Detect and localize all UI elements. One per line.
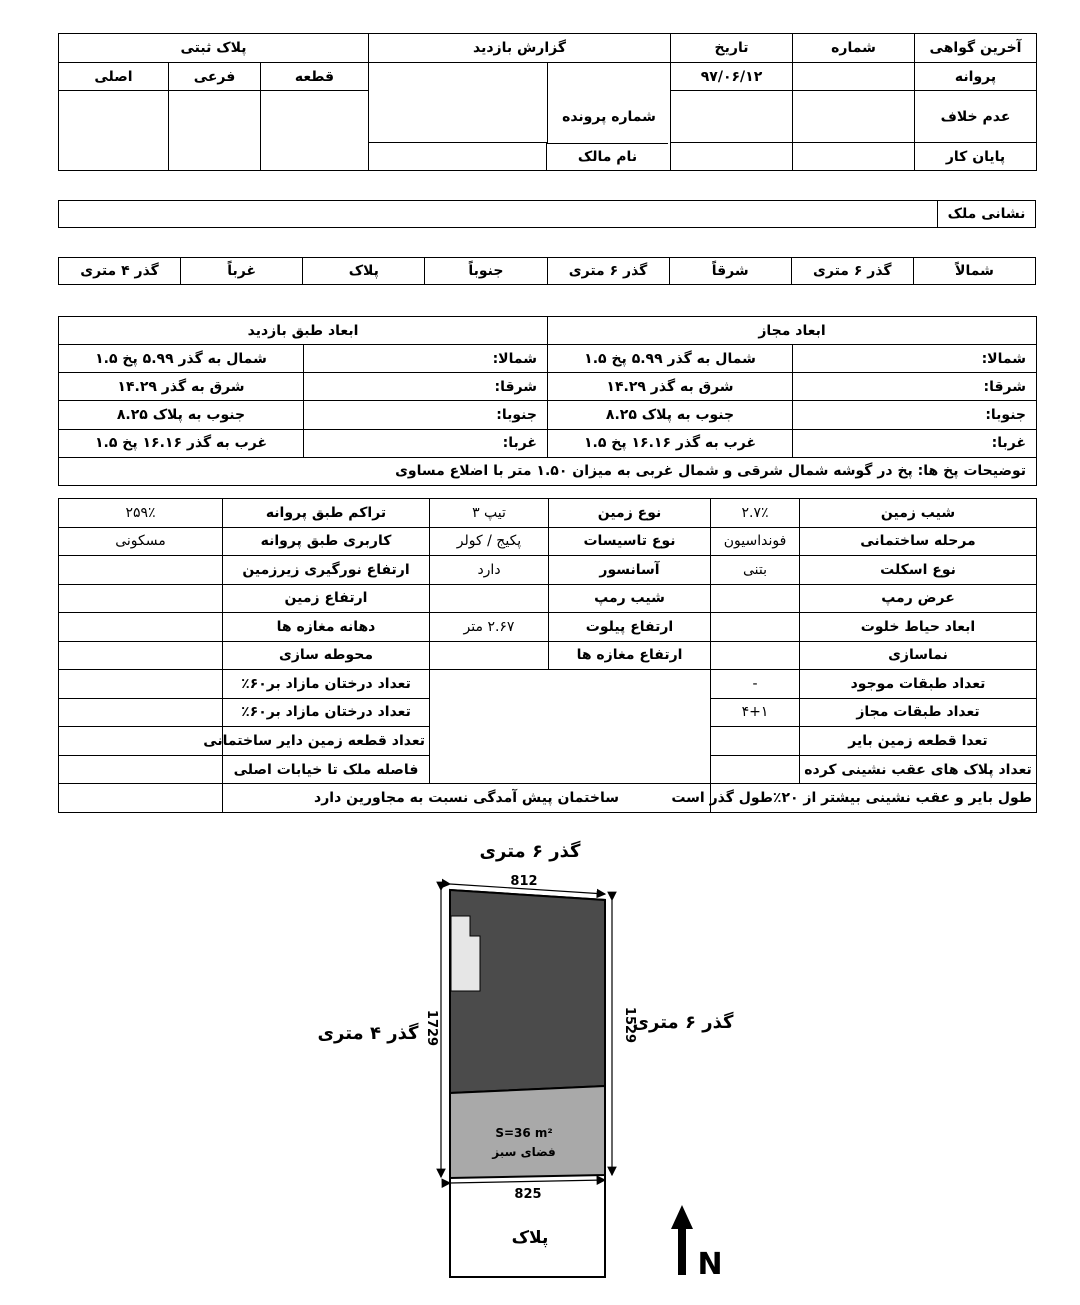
ramp-slope-value — [430, 584, 549, 613]
projection-value — [59, 784, 223, 813]
elevator-label: آسانسور — [549, 556, 711, 585]
land-type-value: تیپ ۳ — [430, 499, 549, 528]
site-plan — [310, 828, 750, 1298]
main-cell — [59, 91, 169, 171]
visit-south-value: جنوب به پلاک ۸.۲۵ — [59, 401, 304, 429]
no-violation-date-cell — [671, 91, 793, 143]
file-number-label: شماره پرونده — [548, 63, 671, 171]
right-street-label: گذر ۶ متری — [632, 1012, 734, 1033]
shop-height-label: ارتفاع مغازه ها — [549, 641, 711, 670]
piece-header: قطعه — [261, 63, 369, 91]
yard-dims-label: ابعاد حیاط خلوت — [800, 613, 1037, 642]
land-height-value — [59, 584, 223, 613]
top-dim-label: 812 — [510, 874, 538, 889]
dimensions-table — [58, 316, 1037, 486]
date-header: تاریخ — [671, 34, 793, 63]
distance-label: فاصله ملک تا خیابات اصلی — [223, 755, 430, 784]
shop-front-value — [59, 613, 223, 642]
visit-east-value: شرق به گذر ۱۴.۲۹ — [59, 373, 304, 401]
distance-value — [59, 755, 223, 784]
west-label: غرباً — [181, 258, 303, 285]
shop-front-label: دهانه مغازه ها — [223, 613, 430, 642]
facade-value — [711, 641, 800, 670]
land-height-label: ارتفاع زمین — [223, 584, 430, 613]
visit-north-label: شمالا: — [304, 345, 548, 373]
built-plots-value — [59, 727, 223, 756]
pilot-height-value: ۲.۶۷ متر — [430, 613, 549, 642]
left-dim-label: 1729 — [424, 1009, 439, 1047]
allowed-floors-label: تعداد طبقات مجاز — [800, 698, 1037, 727]
shop-height-value — [430, 641, 549, 670]
owner-name-label: نام مالک — [546, 143, 668, 170]
density-label: تراکم طبق پروانه — [223, 499, 430, 528]
projection-label: ساختمان پیش آمدگی نسبت به مجاورین دارد — [223, 784, 711, 813]
chamfer-note: توضیحات پخ ها: پخ در گوشه شمال شرقی و شمال غربی به میزان ۱.۵۰ متر با اضلاع مساوی — [59, 457, 1037, 485]
land-type-label: نوع زمین — [549, 499, 711, 528]
setback-plates-value — [711, 755, 800, 784]
land-slope-value: ۲.۷٪ — [711, 499, 800, 528]
elevator-value: دارد — [430, 556, 549, 585]
skeleton-label: نوع اسکلت — [800, 556, 1037, 585]
completion-number-cell — [793, 143, 915, 171]
vacant-plots-value — [711, 727, 800, 756]
specs-table — [58, 498, 1037, 813]
permit-number-cell — [793, 63, 915, 91]
right-dim-label: 1529 — [622, 1006, 637, 1044]
visit-dimensions-title: ابعاد طبق بازدید — [59, 317, 548, 345]
bottom-dim-label: 825 — [514, 1187, 542, 1202]
basement-light-label: ارتفاع نورگیری زیرزمین — [223, 556, 430, 585]
specs-empty-block — [430, 670, 711, 784]
pilot-height-label: ارتفاع پیلوت — [549, 613, 711, 642]
facade-label: نماسازی — [800, 641, 1037, 670]
ramp-width-label: عرض رمپ — [800, 584, 1037, 613]
skeleton-value: بتنی — [711, 556, 800, 585]
permit-label: پروانه — [915, 63, 1037, 91]
enclosure-value — [59, 641, 223, 670]
north-label: شمالاً — [913, 258, 1035, 285]
no-violation-number-cell — [793, 91, 915, 143]
registered-plate-header: پلاک ثبتی — [59, 34, 369, 63]
east-label: شرقاً — [669, 258, 791, 285]
visit-north-value: شمال به گذر ۵.۹۹ پخ ۱.۵ — [59, 345, 304, 373]
allowed-north-label: شمالا: — [793, 345, 1037, 373]
completion-label: پایان کار — [915, 143, 1037, 171]
trees2-value — [59, 698, 223, 727]
address-table — [58, 200, 1036, 228]
trees1-value — [59, 670, 223, 699]
basement-light-value — [59, 556, 223, 585]
piece-cell — [261, 91, 369, 171]
north-value: گذر ۶ متری — [791, 258, 913, 285]
allowed-east-label: شرقا: — [793, 373, 1037, 401]
address-label: نشانی ملک — [938, 201, 1036, 228]
vacant-plots-label: تعدا قطعه زمین بایر — [800, 727, 1037, 756]
no-violation-label: عدم خلاف — [915, 91, 1037, 143]
enclosure-label: محوطه سازی — [223, 641, 430, 670]
sub-cell — [169, 91, 261, 171]
allowed-south-label: جنوبا: — [793, 401, 1037, 429]
stage-value: فونداسیون — [711, 527, 800, 556]
allowed-east-value: شرق به گذر ۱۴.۲۹ — [548, 373, 793, 401]
existing-floors-value: - — [711, 670, 800, 699]
permit-date-cell: ۹۷/۰۶/۱۲ — [671, 63, 793, 91]
stage-label: مرحله ساختمانی — [800, 527, 1037, 556]
vacant-length-label: طول بایر و عقب نشینی بیشتر از ۲۰٪طول گذر است — [711, 784, 1037, 813]
land-slope-label: شیب زمین — [800, 499, 1037, 528]
usage-value: مسکونی — [59, 527, 223, 556]
area-label: S=36 m² — [495, 1126, 553, 1140]
west-value: گذر ۴ متری — [59, 258, 181, 285]
south-value: پلاک — [303, 258, 425, 285]
built-plots-label: تعداد قطعه زمین دایر ساختمانی — [223, 727, 430, 756]
trees2-label: تعداد درختان مازاد بر۶۰٪ — [223, 698, 430, 727]
installations-value: پکیج / کولر — [430, 527, 549, 556]
owner-name-cell — [369, 143, 548, 171]
completion-date-cell — [671, 143, 793, 171]
density-value: ۲۵۹٪ — [59, 499, 223, 528]
allowed-dimensions-title: ابعاد مجاز — [548, 317, 1037, 345]
visit-west-value: غرب به گذر ۱۶.۱۶ پخ ۱.۵ — [59, 429, 304, 457]
left-street-label: گذر ۴ متری — [317, 1023, 419, 1044]
allowed-west-value: غرب به گذر ۱۶.۱۶ پخ ۱.۵ — [548, 429, 793, 457]
sub-header: فرعی — [169, 63, 261, 91]
allowed-south-value: جنوب به پلاک ۸.۲۵ — [548, 401, 793, 429]
south-label: جنوباً — [425, 258, 547, 285]
top-street-label: گذر ۶ متری — [479, 841, 581, 862]
north-label: N — [697, 1247, 723, 1282]
usage-label: کاربری طبق پروانه — [223, 527, 430, 556]
ramp-width-value — [711, 584, 800, 613]
east-value: گذر ۶ متری — [547, 258, 669, 285]
visit-south-label: جنوبا: — [304, 401, 548, 429]
ramp-slope-label: شیب رمپ — [549, 584, 711, 613]
main-header: اصلی — [59, 63, 169, 91]
installations-label: نوع تاسیسات — [549, 527, 711, 556]
last-certificate-header: آخرین گواهی — [915, 34, 1037, 63]
setback-plates-label: تعداد پلاک های عقب نشینی کرده — [800, 755, 1037, 784]
visit-west-label: غربا: — [304, 429, 548, 457]
allowed-west-label: غربا: — [793, 429, 1037, 457]
allowed-floors-value: ۴+۱ — [711, 698, 800, 727]
plate-label: پلاک — [511, 1228, 549, 1248]
bounds-table — [58, 257, 1036, 285]
file-number-cell — [369, 63, 548, 143]
yard-dims-value — [711, 613, 800, 642]
green-label: فضای سبز — [492, 1145, 556, 1159]
address-value — [59, 201, 938, 228]
visit-report-header: گزارش بازدید — [369, 34, 671, 63]
visit-east-label: شرقا: — [304, 373, 548, 401]
existing-floors-label: تعداد طبقات موجود — [800, 670, 1037, 699]
number-header: شماره — [793, 34, 915, 63]
allowed-north-value: شمال به گذر ۵.۹۹ پخ ۱.۵ — [548, 345, 793, 373]
north-arrow-icon — [671, 1205, 693, 1275]
trees1-label: تعداد درختان مازاد بر۶۰٪ — [223, 670, 430, 699]
